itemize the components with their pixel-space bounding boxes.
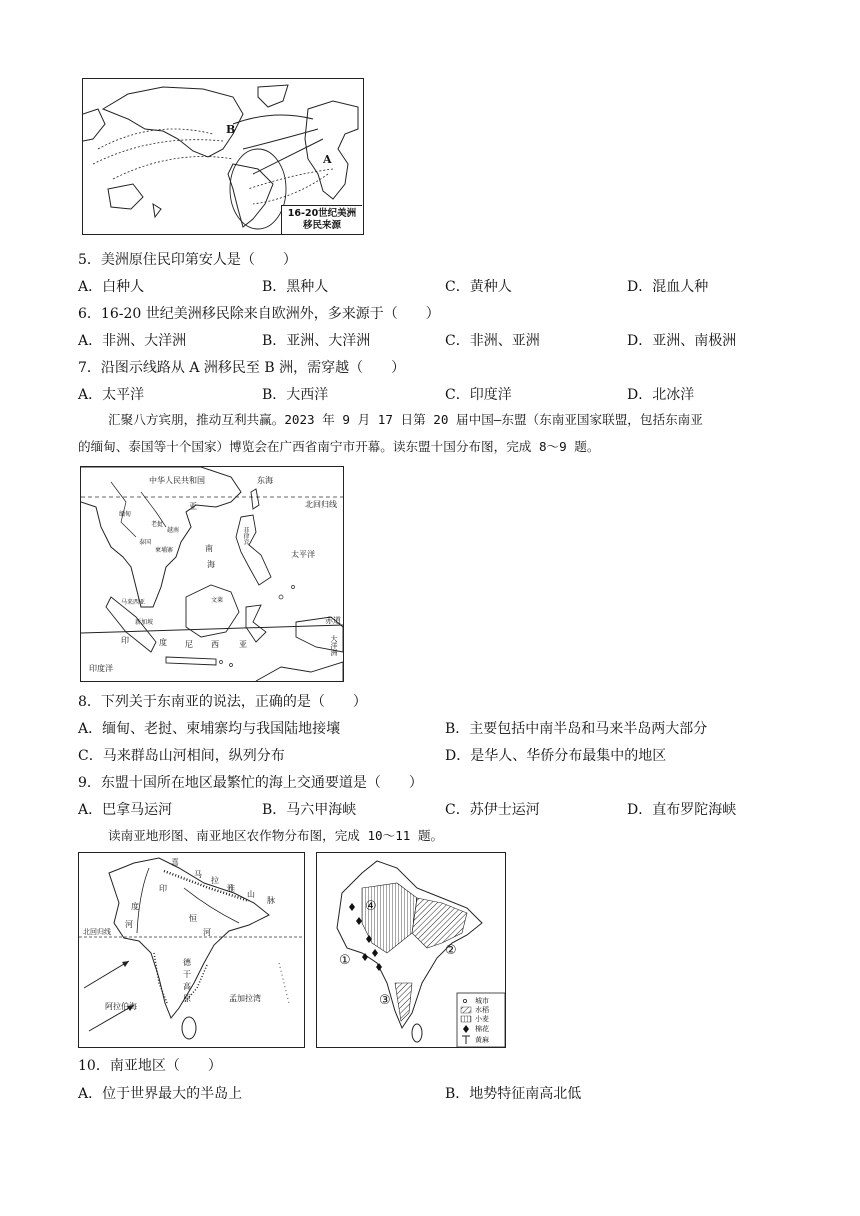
legend-rice: 水稻 [475, 1006, 489, 1014]
map3-himalaya-6: 脉 [267, 896, 275, 905]
q9-option-b[interactable]: B．马六甲海峡 [262, 802, 357, 818]
q10-option-a[interactable]: A．位于世界最大的半岛上 [78, 1086, 243, 1102]
q8-option-c[interactable]: C．马来群岛山河相间，纵列分布 [78, 748, 285, 764]
map2-south-sea-2: 海 [207, 560, 215, 569]
map2-oceania: 大洋洲 [330, 635, 338, 656]
south-asia-terrain-map [78, 852, 305, 1048]
map3-tropic: 北回归线 [83, 928, 111, 936]
map2-indo-5: 亚 [239, 640, 247, 649]
map1-caption-line1: 16-20世纪美洲 [287, 208, 357, 219]
q7-option-b[interactable]: B．大西洋 [262, 387, 329, 403]
intro-south-asia: 读南亚地形图、南亚地区农作物分布图，完成 10～11 题。 [108, 828, 444, 843]
intro-asean-line2: 的缅甸、泰国等十个国家）博览会在广西省南宁市开幕。读东盟十国分布图，完成 8～9 题。 [78, 439, 600, 454]
map4-number-4: ④ [365, 899, 377, 914]
q7-stem: 7．沿图示线路从 A 洲移民至 B 洲，需穿越（ ） [78, 360, 406, 376]
map4-number-2: ② [445, 943, 457, 958]
q10-stem: 10．南亚地区（ ） [78, 1058, 222, 1074]
map2-east-sea: 东海 [257, 476, 273, 485]
map3-himalaya-4: 雅 [227, 884, 235, 893]
map1-caption-box [281, 205, 362, 234]
map2-thailand: 泰国 [139, 539, 152, 546]
map3-arabian-sea: 阿拉伯海 [105, 1002, 137, 1011]
q8-option-b[interactable]: B．主要包括中南半岛和马来半岛两大部分 [445, 721, 708, 737]
q5-stem: 5．美洲原住民印第安人是（ ） [78, 252, 297, 268]
q8-stem: 8．下列关于东南亚的说法，正确的是（ ） [78, 694, 367, 710]
map2-pacific: 太平洋 [291, 550, 315, 559]
map2-indian-ocean: 印度洋 [89, 664, 113, 673]
map2-cambodia: 柬埔寨 [155, 547, 174, 554]
map3-himalaya-5: 山 [247, 890, 255, 899]
q8-option-d[interactable]: D．是华人、华侨分布最集中的地区 [445, 748, 667, 764]
q5-option-c[interactable]: C．黄种人 [445, 279, 512, 295]
map3-deccan-3: 高 [183, 982, 191, 991]
map2-malaysia: 马来西亚 [121, 599, 146, 606]
legend-city: 城市 [475, 997, 489, 1005]
q8-option-a[interactable]: A．缅甸、老挝、柬埔寨均与我国陆地接壤 [78, 721, 341, 737]
q6-option-b[interactable]: B．亚洲、大洋洲 [262, 333, 371, 349]
map2-china: 中华人民共和国 [149, 476, 205, 485]
south-asia-crops-map [316, 852, 506, 1048]
q5-option-d[interactable]: D．混血人种 [627, 279, 709, 295]
map2-tropic: 北回归线 [305, 500, 337, 509]
migration-map [82, 78, 364, 235]
q6-option-d[interactable]: D．亚洲、南极洲 [627, 333, 737, 349]
legend-jute: 黄麻 [475, 1036, 489, 1044]
map3-deccan-2: 干 [183, 970, 191, 979]
map1-caption-line2: 移民来源 [302, 220, 341, 231]
q6-stem: 6．16-20 世纪美洲移民除来自欧洲外，多来源于（ ） [78, 306, 440, 322]
map1-label-a: A [323, 153, 332, 166]
q9-option-d[interactable]: D．直布罗陀海峡 [627, 802, 737, 818]
legend-wheat: 小麦 [475, 1015, 489, 1023]
map3-deccan-1: 德 [183, 958, 191, 967]
q7-option-a[interactable]: A．太平洋 [78, 387, 145, 403]
map3-indus-1: 印 [159, 884, 167, 893]
map3-indus-2: 度 [131, 902, 139, 911]
terrain-map-drawing [79, 853, 304, 1047]
map2-indo-2: 度 [159, 638, 167, 647]
map2-asia: 亚 [189, 502, 197, 511]
map2-philippines: 菲律宾 [242, 527, 249, 545]
map4-number-3: ③ [379, 993, 391, 1008]
map2-myanmar: 缅甸 [119, 511, 132, 518]
q7-option-c[interactable]: C．印度洋 [445, 387, 512, 403]
q6-option-c[interactable]: C．非洲、亚洲 [445, 333, 540, 349]
q9-option-c[interactable]: C．苏伊士运河 [445, 802, 540, 818]
q7-option-d[interactable]: D．北冰洋 [627, 387, 695, 403]
map3-ganges-1: 恒 [189, 914, 197, 923]
map2-brunei: 文莱 [211, 597, 224, 604]
map2-south-sea-1: 南 [205, 544, 213, 553]
map3-himalaya-3: 拉 [211, 876, 219, 885]
map2-indo-3: 尼 [185, 640, 193, 649]
map1-label-b: B [226, 123, 236, 136]
q5-option-a[interactable]: A．白种人 [78, 279, 145, 295]
q5-option-b[interactable]: B．黑种人 [262, 279, 329, 295]
q9-option-a[interactable]: A．巴拿马运河 [78, 802, 173, 818]
map3-deccan-4: 原 [183, 994, 191, 1003]
intro-asean-line1: 汇聚八方宾朋，推动互利共赢。2023 年 9 月 17 日第 20 届中国—东盟（东南亚国家联盟，包括东南亚 [108, 412, 703, 427]
q6-option-a[interactable]: A．非洲、大洋洲 [78, 333, 187, 349]
map4-number-1: ① [339, 953, 351, 968]
map3-himalaya-1: 喜 [171, 858, 179, 867]
map3-himalaya-2: 马 [194, 870, 202, 879]
map2-indo-1: 印 [121, 636, 129, 645]
map3-indus-3: 河 [125, 920, 133, 929]
map2-equator: 赤道 [325, 616, 341, 625]
map3-bay: 孟加拉湾 [229, 994, 261, 1003]
map2-laos: 老挝 [151, 521, 164, 528]
legend-cotton: 棉花 [475, 1025, 489, 1033]
map3-ganges-2: 河 [203, 928, 211, 937]
q9-stem: 9．东盟十国所在地区最繁忙的海上交通要道是（ ） [78, 775, 423, 791]
map2-vietnam: 越南 [167, 527, 180, 534]
map2-singapore: 新加坡 [135, 619, 154, 626]
map2-indo-4: 西 [211, 640, 219, 649]
q10-option-b[interactable]: B．地势特征南高北低 [445, 1086, 582, 1102]
asean-map [80, 466, 344, 682]
